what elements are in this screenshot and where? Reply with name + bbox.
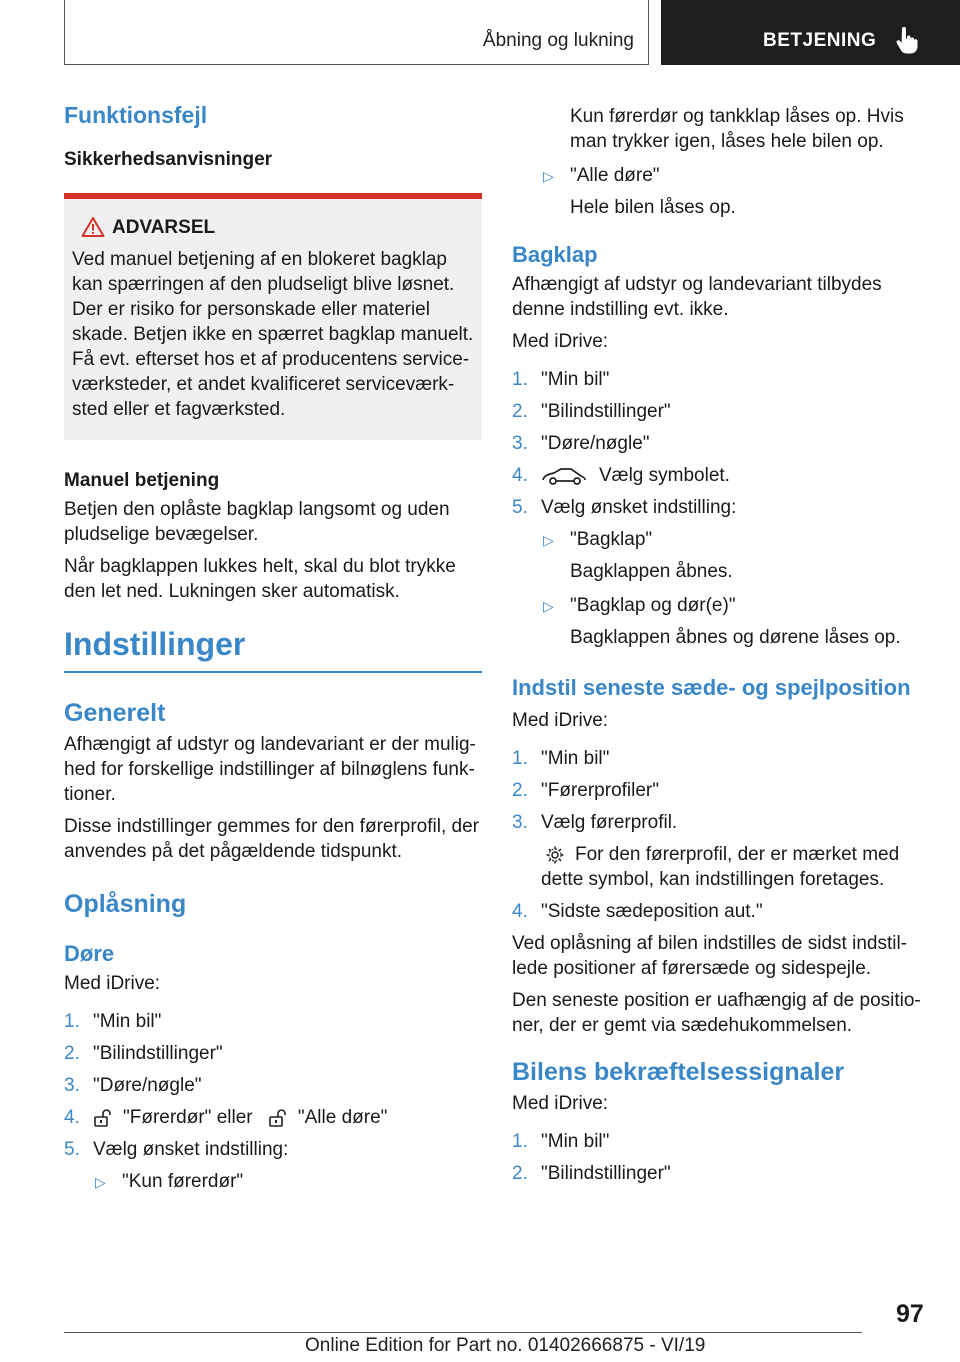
- heading-oplasning: Oplåsning: [64, 890, 187, 918]
- footer-divider: [64, 1332, 862, 1333]
- list-item: 2. "Førerprofiler": [512, 780, 659, 801]
- warning-title: ADVARSEL: [72, 215, 474, 241]
- opt1-description: Bagklappen åbnes.: [570, 561, 733, 582]
- right-column: [512, 104, 932, 1193]
- opt2-description: Bagklappen åbnes og dørene låses op.: [570, 627, 901, 648]
- heading-bekraeft: Bilens bekræftelsessignaler: [512, 1058, 845, 1086]
- unlock-all-icon: [268, 1109, 288, 1127]
- hand-pointer-icon: [893, 27, 919, 55]
- seneste-paragraph-1: Ved oplåsning af bilen indstilles de sidst indstil-lede positioner af førersæde og sidespejle.: [512, 933, 908, 979]
- bagklap-paragraph: Afhængigt af udstyr og landevariant tilbydes denne indstilling evt. ikke.: [512, 274, 882, 320]
- list-item: 5. Vælg ønsket indstilling:: [64, 1139, 289, 1160]
- header-chapter-title: BETJENING: [763, 30, 877, 51]
- generelt-paragraph-2: Disse indstillinger gemmes for den førerprofil, der anvendes på det pågældende tidspunkt.: [64, 816, 479, 862]
- list-item: 2. "Bilindstillinger": [64, 1043, 223, 1064]
- triangle-bullet-icon: ▷: [543, 168, 554, 184]
- sub-list-item: ▷ "Kun førerdør": [64, 1169, 482, 1194]
- heading-dore: Døre: [64, 941, 115, 966]
- sub-list-item: ▷ "Bagklap": [512, 527, 932, 552]
- manuel-paragraph-2: Når bagklappen lukkes helt, skal du blot trykke den let ned. Lukningen sker automatisk.: [64, 556, 456, 602]
- triangle-bullet-icon: ▷: [543, 532, 554, 548]
- triangle-bullet-icon: ▷: [95, 1174, 106, 1190]
- header-section-title: Åbning og lukning: [482, 30, 634, 51]
- med-idrive-label: Med iDrive:: [512, 331, 609, 352]
- manuel-paragraph-1: Betjen den oplåste bagklap langsomt og uden pludselige bevægelser.: [64, 499, 450, 545]
- heading-seneste: Indstil seneste sæde- og spejlposition: [512, 675, 911, 700]
- sub-list-item: ▷ "Alle døre": [512, 163, 932, 188]
- gear-profile-icon: [545, 845, 565, 865]
- heading-indstillinger: Indstillinger: [64, 626, 482, 673]
- heading-funktionsfejl: Funktionsfejl: [64, 102, 208, 128]
- heading-generelt: Generelt: [64, 699, 166, 727]
- triangle-bullet-icon: ▷: [543, 598, 554, 614]
- sub-list-item: ▷ "Bagklap og dør(e)": [512, 593, 932, 618]
- med-idrive-label: Med iDrive:: [512, 1093, 609, 1114]
- med-idrive-label: Med iDrive:: [512, 710, 609, 731]
- list-item: 1. "Min bil": [512, 748, 610, 769]
- med-idrive-label: Med iDrive:: [64, 973, 161, 994]
- list-item: 2. "Bilindstillinger": [512, 1163, 671, 1184]
- generelt-paragraph-1: Afhængigt af udstyr og landevariant er der mulig-hed for forskellige indstillinger af bilnøglens funk-tioner.: [64, 734, 476, 805]
- page-number: 97: [896, 1300, 924, 1328]
- list-item: 4. "Sidste sædeposition aut.": [512, 901, 763, 922]
- list-item: 3. Vælg førerprofil.: [512, 812, 678, 833]
- header-section-box: [64, 0, 649, 65]
- list-item: 1. "Min bil": [64, 1011, 162, 1032]
- sub1-description: Kun førerdør og tankklap låses op. Hvis man trykker igen, låses hele bilen op.: [570, 106, 904, 152]
- list-item: 5. Vælg ønsket indstilling:: [512, 497, 737, 518]
- footer-edition: Online Edition for Part no. 01402666875 - VI/19: [305, 1335, 706, 1356]
- list-item: 4. "Førerdør" eller "Alle døre": [64, 1107, 388, 1128]
- warning-box: [64, 193, 482, 440]
- heading-bagklap: Bagklap: [512, 242, 598, 267]
- list-item: 1. "Min bil": [512, 1131, 610, 1152]
- unlock-driver-icon: [93, 1109, 113, 1127]
- profile-note: For den førerprofil, der er mærket med dette symbol, kan indstillingen foretages.: [541, 844, 900, 890]
- list-item: 3. "Døre/nøgle": [512, 433, 650, 454]
- heading-sikkerhed: Sikkerhedsanvisninger: [64, 149, 273, 170]
- heading-manuel: Manuel betjening: [64, 470, 220, 491]
- warning-text: Ved manuel betjening af en blokeret bagklap kan spærringen af den pludseligt blive løsnet. Der er risiko for personskade eller materiel skade. Betjen ikke en spærret bagklap manuelt. Få evt. efterset hos et af producentens service-værksteder, et andet kvalificeret serviceværk-sted eller et fagværksted.: [72, 249, 474, 420]
- car-tailgate-icon: [541, 466, 587, 486]
- sub2-description: Hele bilen låses op.: [570, 197, 736, 218]
- list-item: 1. "Min bil": [512, 369, 610, 390]
- list-item: 2. "Bilindstillinger": [512, 401, 671, 422]
- list-item: 3. "Døre/nøgle": [64, 1075, 202, 1096]
- warning-triangle-icon: [81, 216, 105, 238]
- list-item: 4. Vælg symbolet.: [512, 465, 730, 486]
- left-column: [64, 100, 482, 1201]
- seneste-paragraph-2: Den seneste position er uafhængig af de positio-ner, der er gemt via sædehukommelsen.: [512, 990, 921, 1036]
